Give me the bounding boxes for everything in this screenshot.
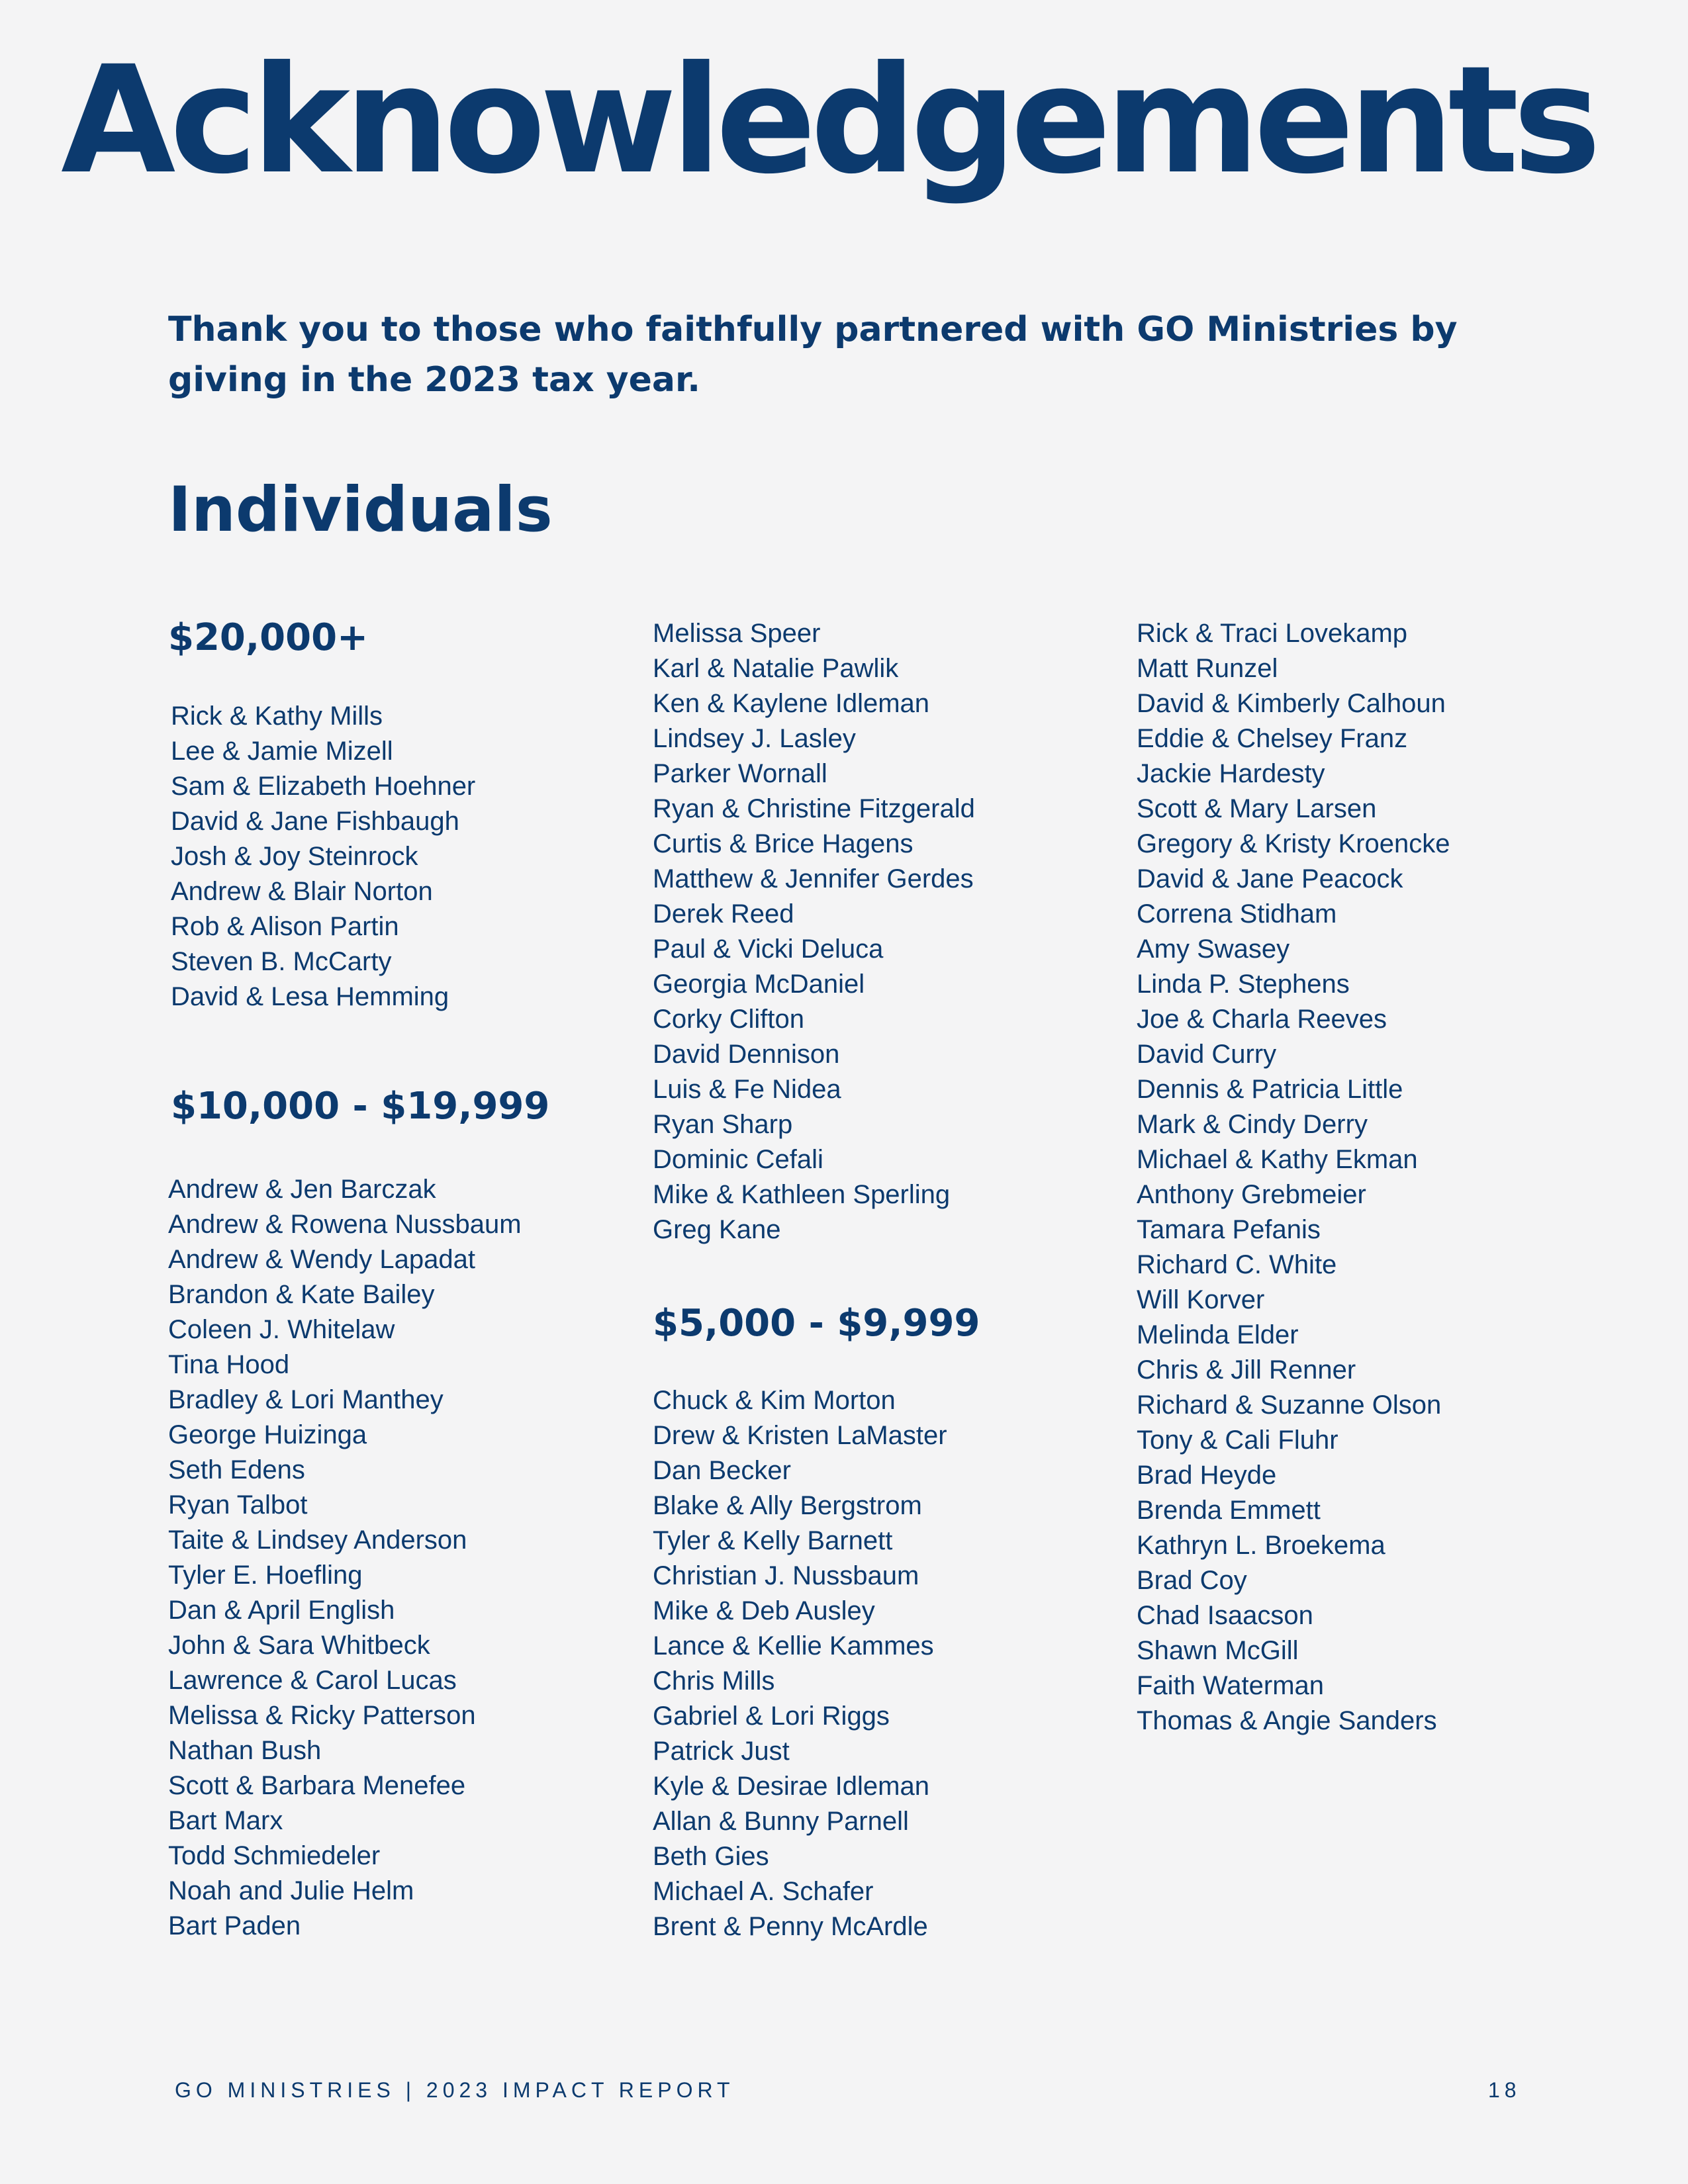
- donor-name: Will Korver: [1137, 1285, 1265, 1314]
- donor-name: Beth Gies: [653, 1842, 769, 1871]
- donor-name: Sam & Elizabeth Hoehner: [171, 772, 476, 801]
- donor-list-20000-plus: [171, 699, 475, 1015]
- donor-name: Bradley & Lori Manthey: [168, 1385, 444, 1414]
- donor-name: Gregory & Kristy Kroencke: [1137, 829, 1450, 858]
- donor-name: Brad Heyde: [1137, 1461, 1277, 1490]
- donor-name: Mike & Deb Ausley: [653, 1596, 875, 1625]
- donor-name: Taite & Lindsey Anderson: [168, 1525, 467, 1555]
- donor-name: Lawrence & Carol Lucas: [168, 1666, 457, 1695]
- donor-name: Melissa & Ricky Patterson: [168, 1701, 476, 1730]
- donor-name: Matthew & Jennifer Gerdes: [653, 864, 974, 893]
- donor-name: Curtis & Brice Hagens: [653, 829, 914, 858]
- donor-name: Dennis & Patricia Little: [1137, 1075, 1403, 1104]
- donor-name: Josh & Joy Steinrock: [171, 842, 418, 871]
- donor-name: Joe & Charla Reeves: [1137, 1005, 1387, 1034]
- donor-name: Tamara Pefanis: [1137, 1215, 1321, 1244]
- donor-name: Rob & Alison Partin: [171, 912, 399, 941]
- donor-name: Bart Marx: [168, 1806, 283, 1835]
- donor-name: Thomas & Angie Sanders: [1137, 1706, 1437, 1735]
- donor-name: Dan & April English: [168, 1596, 395, 1625]
- donor-name: Scott & Barbara Menefee: [168, 1771, 466, 1800]
- donor-name: Drew & Kristen LaMaster: [653, 1421, 947, 1450]
- donor-name: Chris & Jill Renner: [1137, 1355, 1356, 1385]
- donor-name: Paul & Vicki Deluca: [653, 934, 884, 964]
- donor-name: David Dennison: [653, 1040, 840, 1069]
- donor-name: Tyler E. Hoefling: [168, 1561, 363, 1590]
- donor-list-5000-9999-continued: [1137, 616, 1450, 1739]
- donor-name: Lee & Jamie Mizell: [171, 737, 393, 766]
- donor-name: Melinda Elder: [1137, 1320, 1299, 1349]
- donor-name: Greg Kane: [653, 1215, 781, 1244]
- donor-name: Ryan Talbot: [168, 1490, 308, 1520]
- donor-name: David & Lesa Hemming: [171, 982, 449, 1011]
- donor-name: Michael A. Schafer: [653, 1877, 874, 1906]
- donor-name: Tyler & Kelly Barnett: [653, 1526, 893, 1555]
- donor-name: Steven B. McCarty: [171, 947, 392, 976]
- donor-name: Melissa Speer: [653, 619, 821, 648]
- donor-name: Gabriel & Lori Riggs: [653, 1702, 890, 1731]
- donor-name: Brent & Penny McArdle: [653, 1912, 928, 1941]
- page-title: Acknowledgements: [61, 34, 1595, 206]
- donor-name: Kathryn L. Broekema: [1137, 1531, 1385, 1560]
- donor-name: Amy Swasey: [1137, 934, 1290, 964]
- donor-name: Rick & Kathy Mills: [171, 702, 383, 731]
- donor-name: Andrew & Blair Norton: [171, 877, 433, 906]
- donor-name: Richard C. White: [1137, 1250, 1337, 1279]
- donor-name: Brenda Emmett: [1137, 1496, 1321, 1525]
- donor-name: Derek Reed: [653, 899, 794, 929]
- footer-report-name: GO MINISTRIES | 2023 IMPACT REPORT: [175, 2078, 735, 2102]
- donor-name: Scott & Mary Larsen: [1137, 794, 1377, 823]
- donor-name: Seth Edens: [168, 1455, 305, 1484]
- donor-name: George Huizinga: [168, 1420, 367, 1449]
- donor-name: Georgia McDaniel: [653, 970, 865, 999]
- donor-name: Ryan & Christine Fitzgerald: [653, 794, 975, 823]
- donor-name: Bart Paden: [168, 1911, 301, 1940]
- tier-heading-20000-plus: $20,000+: [168, 616, 368, 659]
- donor-name: Ken & Kaylene Idleman: [653, 689, 930, 718]
- donor-name: Lindsey J. Lasley: [653, 724, 856, 753]
- donor-name: Chad Isaacson: [1137, 1601, 1313, 1630]
- donor-name: Lance & Kellie Kammes: [653, 1631, 934, 1661]
- donor-name: Andrew & Rowena Nussbaum: [168, 1210, 522, 1239]
- donor-name: Christian J. Nussbaum: [653, 1561, 919, 1590]
- donor-name: John & Sara Whitbeck: [168, 1631, 430, 1660]
- donor-name: Corky Clifton: [653, 1005, 804, 1034]
- donor-list-5000-9999: [653, 1383, 947, 1944]
- donor-name: Shawn McGill: [1137, 1636, 1299, 1665]
- donor-name: Kyle & Desirae Idleman: [653, 1772, 929, 1801]
- donor-list-10000-19999-continued: [653, 616, 975, 1248]
- donor-name: David & Jane Peacock: [1137, 864, 1403, 893]
- donor-name: Rick & Traci Lovekamp: [1137, 619, 1408, 648]
- donor-name: Anthony Grebmeier: [1137, 1180, 1366, 1209]
- donor-name: Tony & Cali Fluhr: [1137, 1426, 1338, 1455]
- donor-name: Andrew & Jen Barczak: [168, 1175, 436, 1204]
- donor-name: Allan & Bunny Parnell: [653, 1807, 909, 1836]
- donor-name: Matt Runzel: [1137, 654, 1278, 683]
- donor-name: Eddie & Chelsey Franz: [1137, 724, 1408, 753]
- donor-name: Nathan Bush: [168, 1736, 322, 1765]
- donor-name: Chris Mills: [653, 1666, 775, 1696]
- donor-name: Todd Schmiedeler: [168, 1841, 381, 1870]
- donor-name: Dominic Cefali: [653, 1145, 823, 1174]
- footer-page-number: 18: [1488, 2078, 1521, 2102]
- section-heading-individuals: Individuals: [168, 474, 553, 546]
- donor-name: Faith Waterman: [1137, 1671, 1325, 1700]
- donor-name: Coleen J. Whitelaw: [168, 1315, 395, 1344]
- intro-text: Thank you to those who faithfully partnered with GO Ministries by giving in the 2023 tax year.: [168, 310, 1458, 400]
- donor-name: Richard & Suzanne Olson: [1137, 1390, 1442, 1420]
- donor-name: Brandon & Kate Bailey: [168, 1280, 435, 1309]
- donor-name: Karl & Natalie Pawlik: [653, 654, 899, 683]
- donor-name: Ryan Sharp: [653, 1110, 793, 1139]
- donor-name: Jackie Hardesty: [1137, 759, 1325, 788]
- tier-heading-5000-9999: $5,000 - $9,999: [653, 1302, 980, 1345]
- donor-name: Mike & Kathleen Sperling: [653, 1180, 951, 1209]
- donor-list-10000-19999: [168, 1172, 522, 1944]
- donor-name: Chuck & Kim Morton: [653, 1386, 896, 1415]
- tier-heading-10000-19999: $10,000 - $19,999: [171, 1085, 550, 1128]
- donor-name: Linda P. Stephens: [1137, 970, 1350, 999]
- donor-name: Patrick Just: [653, 1737, 790, 1766]
- donor-name: Noah and Julie Helm: [168, 1876, 414, 1905]
- donor-name: Andrew & Wendy Lapadat: [168, 1245, 476, 1274]
- donor-name: Luis & Fe Nidea: [653, 1075, 841, 1104]
- donor-name: Correna Stidham: [1137, 899, 1337, 929]
- donor-name: Brad Coy: [1137, 1566, 1247, 1595]
- donor-name: Mark & Cindy Derry: [1137, 1110, 1368, 1139]
- donor-name: Michael & Kathy Ekman: [1137, 1145, 1418, 1174]
- donor-name: Parker Wornall: [653, 759, 827, 788]
- donor-name: David Curry: [1137, 1040, 1277, 1069]
- donor-name: Dan Becker: [653, 1456, 791, 1485]
- donor-name: David & Jane Fishbaugh: [171, 807, 459, 836]
- donor-name: David & Kimberly Calhoun: [1137, 689, 1446, 718]
- donor-name: Blake & Ally Bergstrom: [653, 1491, 922, 1520]
- donor-name: Tina Hood: [168, 1350, 290, 1379]
